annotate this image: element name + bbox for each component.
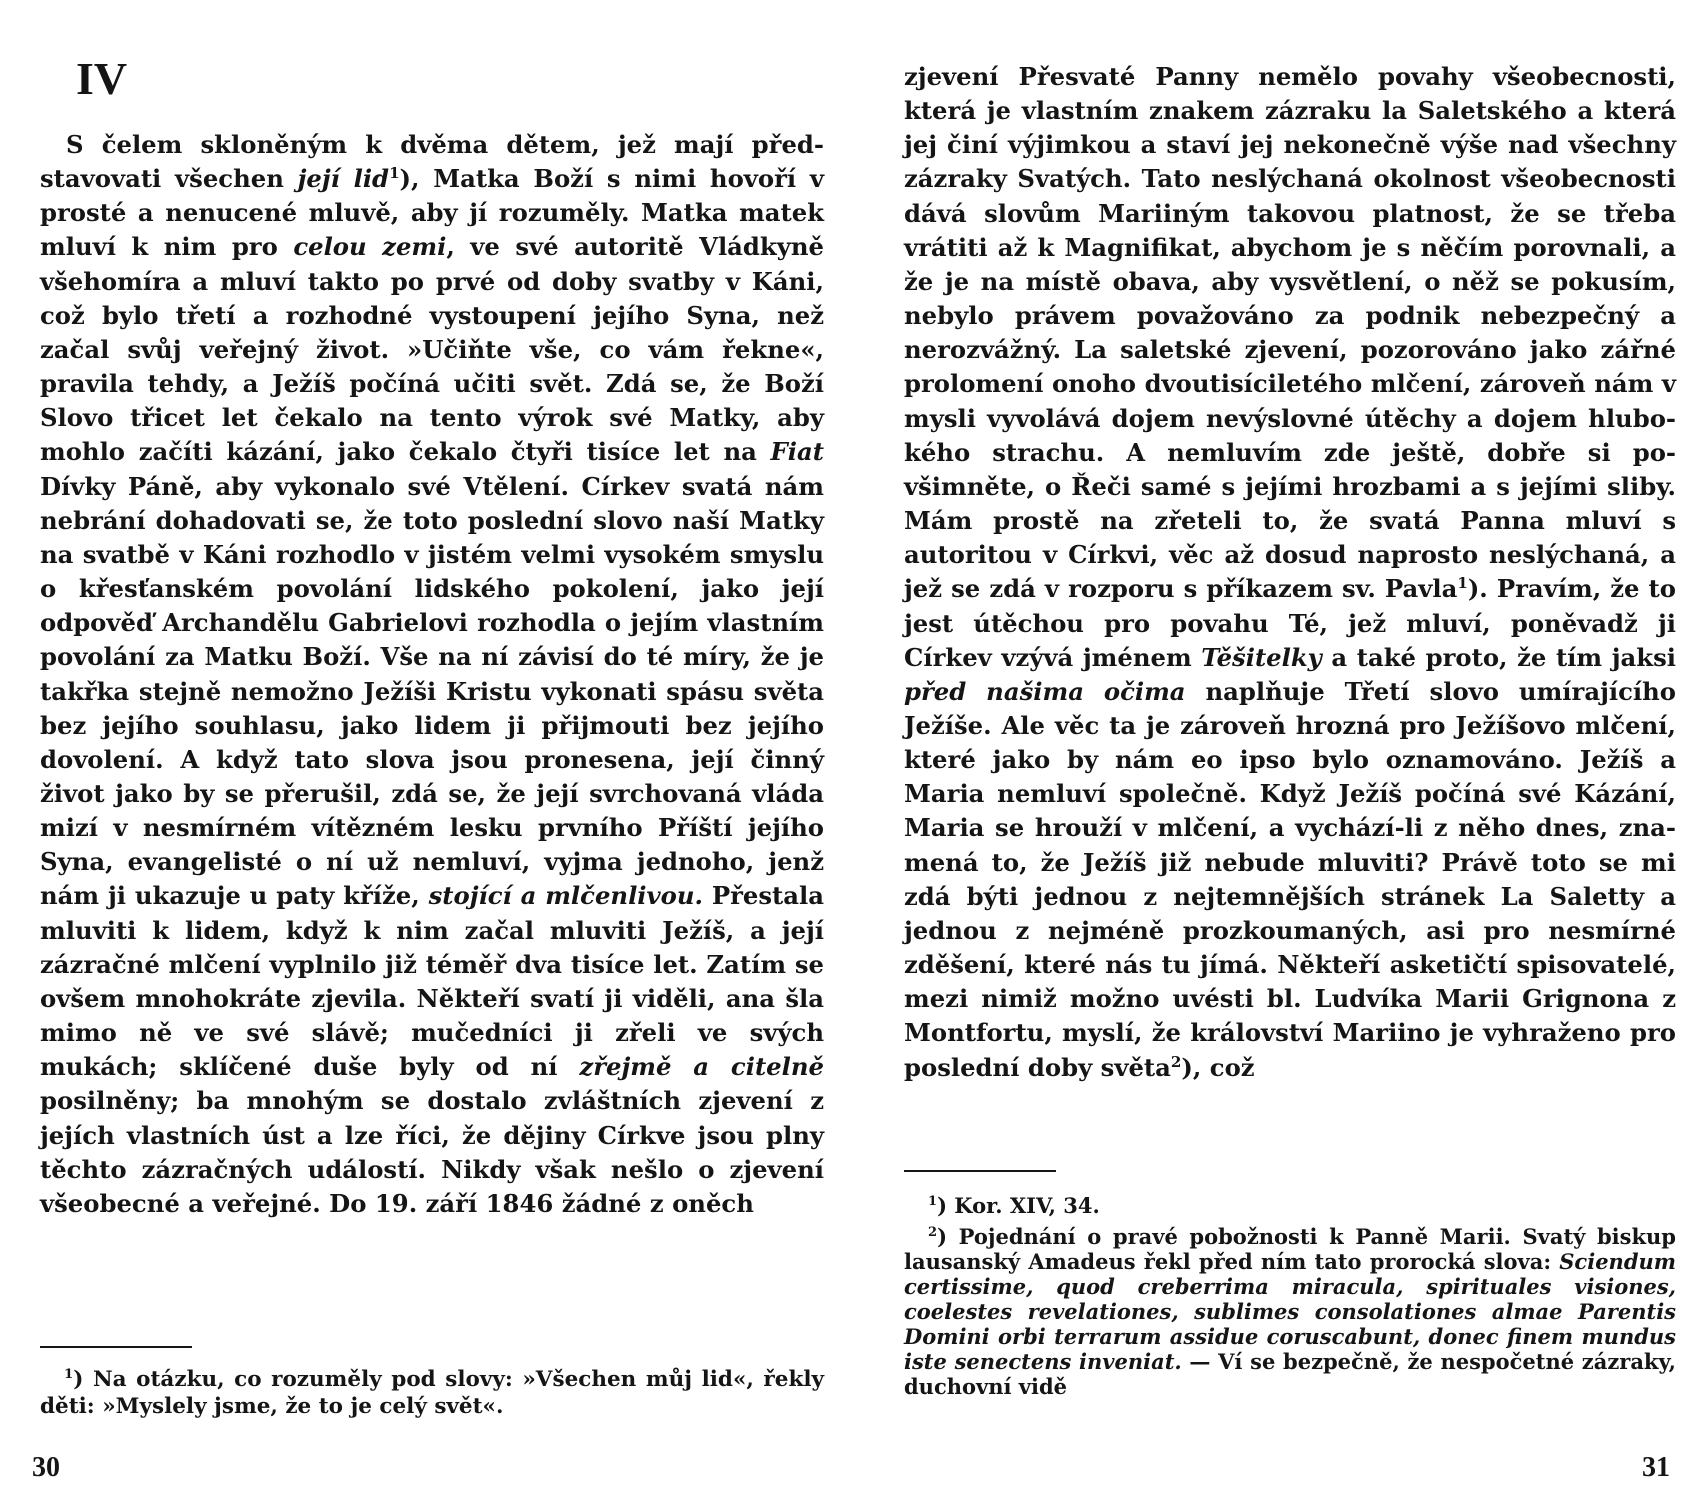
text-run: Dívky Páně, aby vykonalo své Vtělení. Církev svatá nám nebrání dohadovati se, že toto poslední slovo naší Matky na svatbě v Káni rozhodlo v jistém velmi vysokém smyslu o křesťanském povolání lidského pokolení, jako její odpověď Archandělu Gabrielovi rozhodla o jejím vlastním povolání za Matku Boží. Vše na ní závisí do té míry, že je takřka stejně nemožno Ježíši Kristu vykonati spásu světa bez jejího souhlasu, jako lidem ji přijmouti bez jejího dovolení. A když tato slova jsou pronesena, její činný život jako by se přerušil, zdá se, že její svrchovaná vláda mizí v nesmírném vítězném lesku prvního Příští jejího Syna, evangelisté o ní už nemluví, vyjma jednoho, jenž nám ji ukazuje u paty kříže,: [40, 471, 824, 911]
text-run: ) Na otázku, co rozuměly pod slovy: »Všechen můj lid«, řekly děti: »Myslely jsme, že to je celý svět«.: [40, 1367, 824, 1419]
footnotes: [40, 1366, 824, 1426]
page-number: 31: [1642, 1452, 1670, 1483]
text-run: posilněny; ba mnohým se dostalo zvláštních zjevení z jejích vlastních úst a lze říci, že dějiny Církve jsou plny těchto zázračných událostí. Nikdy však nešlo o zjevení všeobecné a veřejné. Do 19. září 1846 žádné z oněch: [40, 1086, 824, 1218]
text-run: zjevení Přesvaté Panny nemělo povahy všeobecnosti, která je vlastním znakem zázraku la Saletského a která jej činí výjimkou a staví jej nekonečně výše nad všechny zázraky Svatých. Tato neslýchaná okolnost všeobecnosti dává slovům Mariiným takovou platnost, že se třeba vrátiti až k Magnifikat, abychom je s něčím porovnali, a že je na místě obava, aby vysvětlení, o něž se pokusím, nebylo právem považováno za podnik nebezpečný a nerozvážný. La saletské zjevení, pozorováno jako zářné prolomení onoho dvoutisíciletého mlčení, zároveň nám v mysli vyvolává dojem nevýslovné útěchy a dojem hlubokého strachu. A nemluvím zde ještě, dobře si povšimněte, o Řeči samé s jejími hrozbami a s jejími sliby. Mám prostě na zřeteli to, že svatá Panna mluví s autoritou v Církvi, věc až dosud naprosto neslýchaná, a jež se zdá v rozporu s příkazem sv. Pavla: [904, 62, 1676, 604]
footnote-marker: 1: [928, 1194, 938, 1209]
footnote-rule: [40, 1346, 192, 1348]
footnote: [904, 1224, 1676, 1399]
text-run: ) Pojednání o pravé pobožnosti k Panně Marii. Svatý biskup lausanský Amadeus řekl před ním tato prorocká slova:: [904, 1224, 1676, 1274]
footnote: [40, 1366, 824, 1420]
page-number: 30: [32, 1452, 60, 1483]
footnote-marker: 1: [1457, 574, 1468, 593]
italic-text: Sciendum certissime, quod creberrima miracula, spirituales visiones, coelestes revelationes, sublimes consolationes almae Parentis Domini orbi terrarum assidue coruscabunt, donec finem mundus iste senectens inveniat.: [904, 1249, 1676, 1374]
italic-text: Těšitelky: [1201, 642, 1322, 672]
body-paragraph: [904, 60, 1676, 1085]
footnote: [904, 1193, 1676, 1218]
text-run: — Ví se bezpečně, že nespočetné zázraky, duchovní vidě: [904, 1349, 1676, 1399]
chapter-heading: IV: [76, 53, 128, 104]
text-run: S čelem skloněným k dvěma dětem, jež mají představovati všechen: [40, 130, 824, 194]
italic-text: celou zemi: [293, 232, 447, 262]
italic-text: před našima očima: [904, 676, 1186, 706]
footnote-marker: 2: [928, 1225, 938, 1240]
footnote-marker: 1: [389, 164, 400, 183]
text-run: ). Pravím, že to jest útěchou pro povahu Té, jež mluví, poněvadž ji Církev vzývá jménem: [904, 574, 1676, 672]
text-run: ) Kor. XIV, 34.: [937, 1193, 1100, 1218]
footnote-rule: [904, 1170, 1056, 1172]
right-page: [852, 0, 1704, 1500]
footnote-marker: 1: [64, 1365, 74, 1382]
text-run: Přestala mluviti k lidem, když k nim začal mluviti Ježíš, a její zázračné mlčení vyplnilo již téměř dva tisíce let. Zatím se ovšem mnohokráte zjevila. Někteří svatí ji viděli, ana šla mimo ně ve své slávě; mučedníci ji zřeli ve svých mukách; sklíčené duše byly od ní: [40, 881, 824, 1082]
text-run: a také proto, že tím jaksi: [1321, 642, 1677, 672]
italic-text: stojící a mlčenlivou.: [428, 881, 703, 911]
text-run: ), což: [1181, 1052, 1255, 1082]
italic-text: zřejmě a citelně: [579, 1052, 824, 1082]
footnote-marker: 2: [1170, 1052, 1182, 1071]
text-run: naplňuje Třetí slovo umírajícího Ježíše. Ale věc ta je zároveň hrozná pro Ježíšovo mlčení, které jako by nám eo ipso bylo oznamováno. Ježíš a Maria nemluví společně. Když Ježíš počíná své Kázání, Maria se hrouží v mlčení, a vychází-li z něho dnes, znamená to, že Ježíš již nebude mluviti? Právě toto se mi zdá býti jednou z nejtemnějších stránek La Saletty a jednou z nejméně prozkoumaných, asi pro nesmírné zděšení, které nás tu jímá. Někteří asketičtí spisovatelé, mezi nimiž možno uvésti bl. Ludvíka Marii Grignona z Montfortu, myslí, že království Mariino je vyhraženo pro poslední doby světa: [904, 676, 1676, 1082]
text-run: , ve své autoritě Vládkyně všehomíra a mluví takto po prvé od doby svatby v Káni, což bylo třetí a rozhodné vystoupení jejího Syna, než začal svůj veřejný život. »Učiňte vše, co vám řekne«, pravila tehdy, a Ježíš počíná učiti svět. Zdá se, že Boží Slovo třicet let čekalo na tento výrok své Matky, aby mohlo začíti kázání, jako čekalo čtyři tisíce let na: [40, 232, 824, 467]
italic-text: její lid: [297, 164, 390, 194]
italic-text: Fiat: [770, 437, 824, 467]
text-run: ), Matka Boží s nimi hovoří v prosté a nenucené mluvě, aby jí rozuměly. Matka matek mluví k nim pro: [40, 164, 824, 262]
body-paragraph: [40, 128, 824, 1221]
footnotes: [904, 1193, 1676, 1405]
